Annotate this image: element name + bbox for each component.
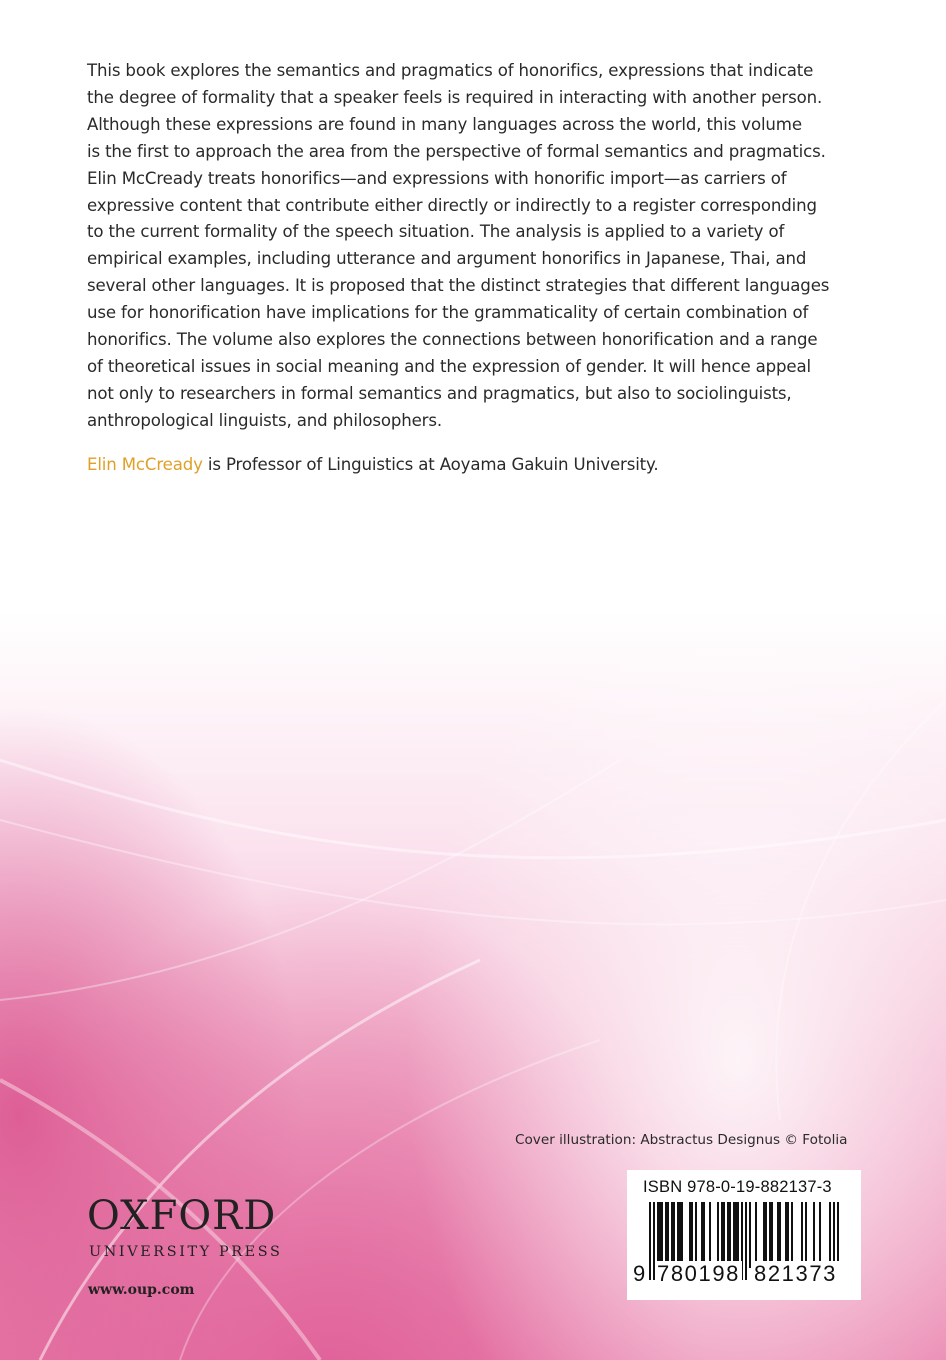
barcode-bar <box>657 1202 659 1268</box>
barcode-bar <box>691 1202 693 1268</box>
barcode-digit-group-2: 821373 <box>754 1261 838 1286</box>
barcode-bar <box>755 1202 757 1268</box>
author-bio <box>87 452 877 479</box>
barcode-bar <box>769 1202 771 1268</box>
barcode-bar <box>717 1202 719 1268</box>
barcode-bar <box>785 1202 787 1268</box>
publisher-logo: OXFORD <box>87 1193 277 1239</box>
barcode-digits <box>627 1261 861 1291</box>
barcode-bar <box>727 1202 729 1268</box>
barcode-bar <box>737 1202 739 1268</box>
isbn-barcode <box>627 1170 861 1300</box>
description-line: expressive content that contribute either directly or indirectly to a register corresponding <box>87 195 817 215</box>
barcode-bar <box>673 1202 675 1268</box>
barcode-bar <box>723 1202 725 1268</box>
book-description <box>87 58 877 435</box>
description-line: Elin McCready treats honorifics—and expressions with honorific import—as carriers of <box>87 168 787 188</box>
barcode-bar <box>695 1202 697 1268</box>
barcode-bar <box>679 1202 681 1268</box>
barcode-bar <box>801 1202 803 1268</box>
description-line: anthropological linguists, and philosophers. <box>87 410 442 430</box>
barcode-digit-group-1: 780198 <box>657 1261 741 1286</box>
barcode-bar <box>779 1202 781 1268</box>
barcode-bar <box>677 1202 679 1268</box>
description-line: of theoretical issues in social meaning and the expression of gender. It will hence appeal <box>87 356 811 376</box>
barcode-bar <box>771 1202 773 1268</box>
barcode-bar <box>681 1202 683 1268</box>
description-line: Although these expressions are found in many languages across the world, this volume <box>87 114 802 134</box>
author-bio-text: is Professor of Linguistics at Aoyama Gakuin University. <box>202 455 659 474</box>
description-line: several other languages. It is proposed that the distinct strategies that different languages <box>87 276 830 296</box>
cover-credit: Cover illustration: Abstractus Designus © Fotolia <box>515 1132 848 1148</box>
barcode-bar <box>671 1202 673 1268</box>
barcode-bar <box>667 1202 669 1268</box>
barcode-bar <box>765 1202 767 1268</box>
publisher-url[interactable]: www.oup.com <box>88 1282 195 1298</box>
description-line: empirical examples, including utterance and argument honorifics in Japanese, Thai, and <box>87 249 807 269</box>
barcode-bar <box>729 1202 731 1268</box>
barcode-bar <box>689 1202 691 1268</box>
barcode-bar <box>703 1202 705 1268</box>
barcode-bar <box>749 1202 751 1268</box>
barcode-bar <box>733 1202 735 1268</box>
barcode-bar <box>813 1202 815 1268</box>
barcode-bar <box>709 1202 711 1268</box>
barcode-bar <box>659 1202 661 1268</box>
isbn-label: ISBN 978-0-19-882137-3 <box>643 1178 832 1196</box>
description-line: the degree of formality that a speaker feels is required in interacting with another person. <box>87 87 823 107</box>
author-name: Elin McCready <box>87 455 203 474</box>
barcode-bar <box>805 1202 807 1268</box>
description-line: to the current formality of the speech situation. The analysis is applied to a variety of <box>87 222 785 242</box>
barcode-bar <box>665 1202 667 1268</box>
description-line: is the first to approach the area from the perspective of formal semantics and pragmatics. <box>87 141 826 161</box>
barcode-bar <box>721 1202 723 1268</box>
barcode-bar <box>819 1202 821 1268</box>
barcode-bar <box>701 1202 703 1268</box>
barcode-bar <box>787 1202 789 1268</box>
barcode-bar <box>763 1202 765 1268</box>
description-line: honorifics. The volume also explores the connections between honorification and a range <box>87 330 818 350</box>
description-line: not only to researchers in formal semantics and pragmatics, but also to sociolinguists, <box>87 383 792 403</box>
barcode-bar <box>735 1202 737 1268</box>
description-line: This book explores the semantics and pragmatics of honorifics, expressions that indicate <box>87 61 814 80</box>
barcode-bar <box>791 1202 793 1268</box>
barcode-bar <box>829 1202 831 1268</box>
barcode-lead-digit: 9 <box>633 1261 646 1286</box>
barcode-bar <box>661 1202 663 1268</box>
publisher-subtitle: UNIVERSITY PRESS <box>89 1244 283 1260</box>
description-line: use for honorification have implications for the grammaticality of certain combination of <box>87 303 809 323</box>
barcode-bar <box>777 1202 779 1268</box>
